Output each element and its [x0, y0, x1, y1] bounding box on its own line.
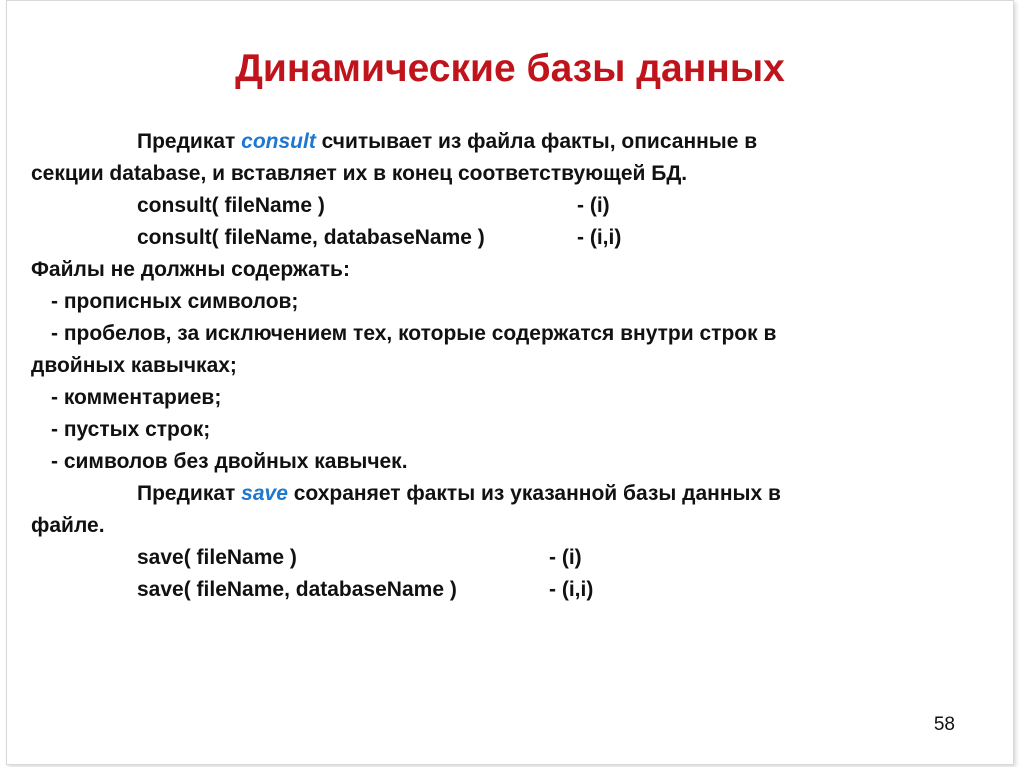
list-item: - пробелов, за исключением тех, которые содержатся внутри строк в	[51, 322, 777, 345]
consult-signature-2: consult( fileName, databaseName )	[137, 226, 485, 249]
consult-signature-2-mode: - (i,i)	[577, 226, 622, 249]
save-intro-prefix: Предикат	[137, 482, 242, 505]
save-signature-1-mode: - (i)	[549, 546, 582, 569]
save-signature-2: save( fileName, databaseName )	[137, 578, 457, 601]
consult-keyword: consult	[241, 130, 316, 153]
list-item: - пустых строк;	[51, 418, 211, 441]
page-number: 58	[933, 714, 955, 735]
list-item: - символов без двойных кавычек.	[51, 450, 408, 473]
save-signature-1: save( fileName )	[137, 546, 297, 569]
files-header: Файлы не должны содержать:	[31, 258, 350, 281]
consult-intro-line	[137, 128, 757, 156]
list-item: - прописных символов;	[51, 290, 299, 313]
save-signature-2-mode: - (i,i)	[549, 578, 594, 601]
save-intro-suffix: сохраняет факты из указанной базы данных в	[287, 482, 781, 505]
save-keyword: save	[241, 482, 288, 505]
list-item-continuation: двойных кавычках;	[31, 354, 237, 377]
consult-intro-prefix: Предикат	[137, 130, 242, 153]
save-intro-line2: файле.	[31, 514, 105, 537]
list-item: - комментариев;	[51, 386, 222, 409]
slide-title: Динамические базы данных	[235, 47, 785, 90]
consult-signature-1: consult( fileName )	[137, 194, 325, 217]
consult-intro-suffix: считывает из файла факты, описанные в	[315, 130, 758, 153]
consult-intro-line2: секции database, и вставляет их в конец соответствующей БД.	[31, 162, 688, 185]
consult-signature-1-mode: - (i)	[577, 194, 610, 217]
slide	[6, 0, 1014, 765]
save-intro-line	[137, 480, 781, 508]
